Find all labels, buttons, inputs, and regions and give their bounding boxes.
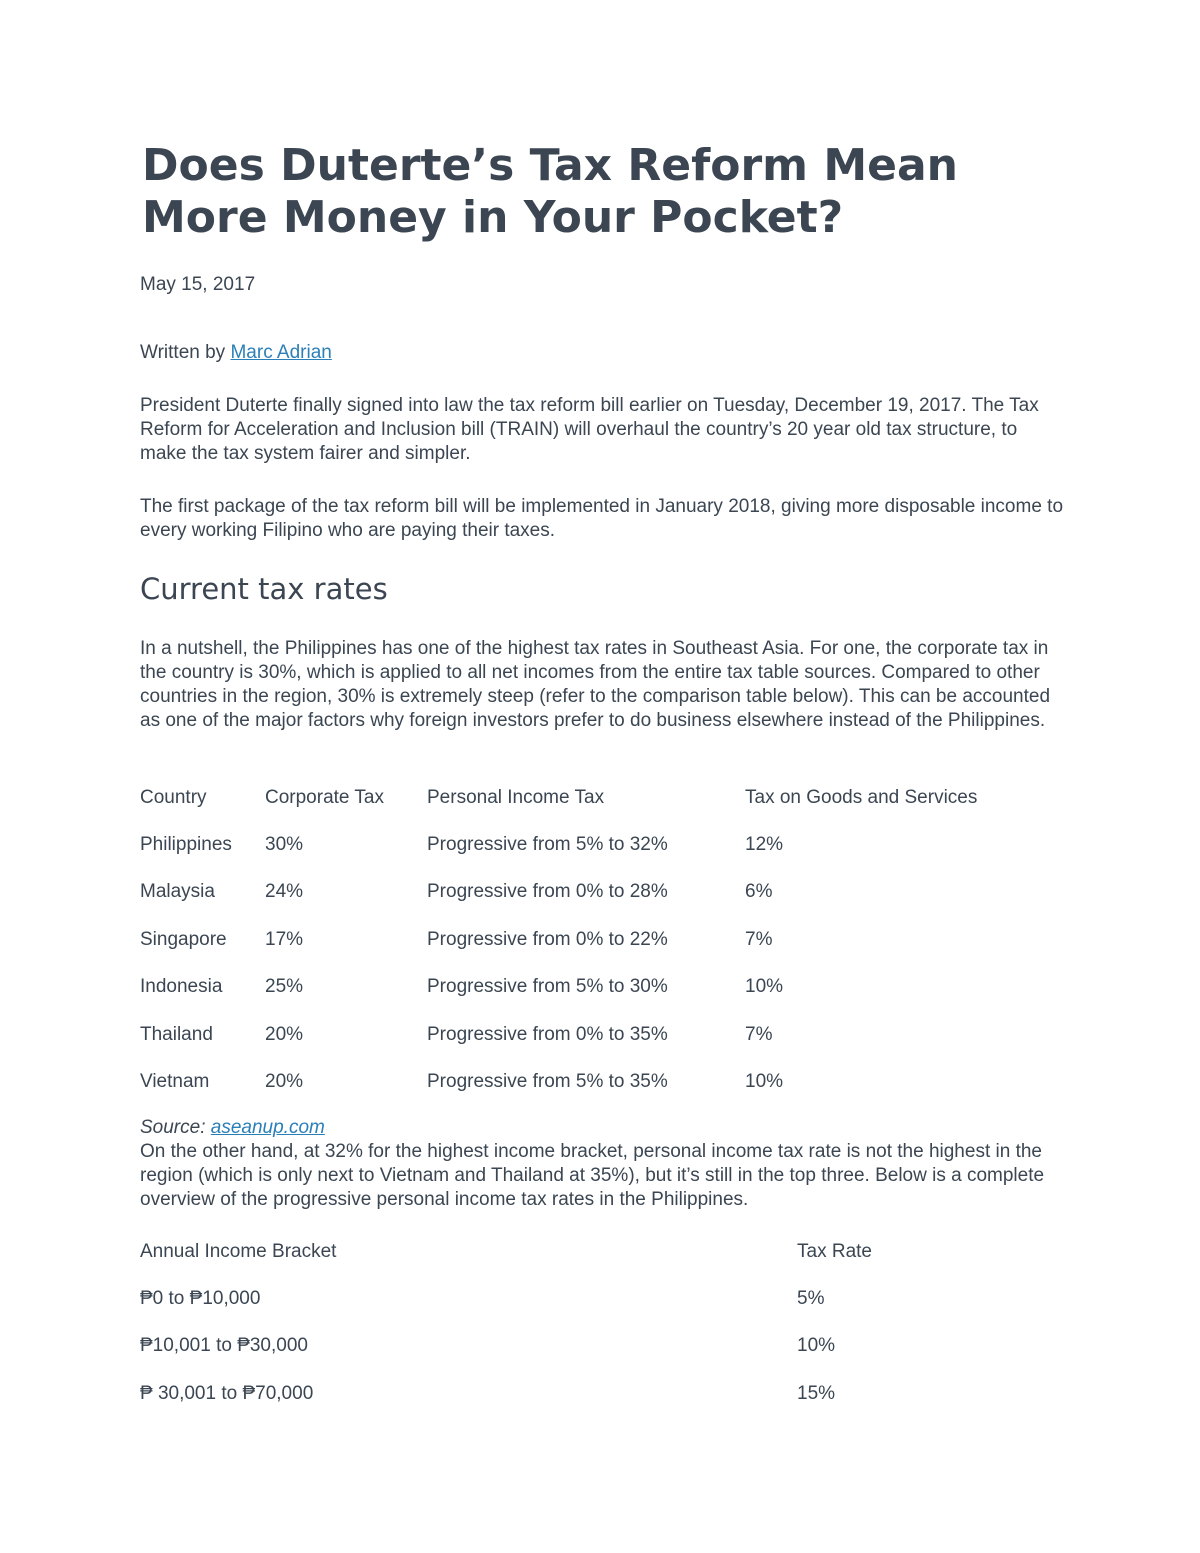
table-cell: 5% — [797, 1288, 825, 1310]
table-cell: 20% — [265, 1071, 304, 1093]
intro-paragraph-1: President Duterte finally signed into law the tax reform bill earlier on Tuesday, December 19, 2017. The Tax Reform for Acceleration and Inclusion bill (TRAIN) will overhaul the country’s 20 year old tax structure, to make the tax system fairer and simpler. — [140, 395, 1039, 464]
table-cell: 12% — [745, 834, 784, 856]
table-cell: Country — [140, 786, 207, 808]
intro-paragraph-2: The first package of the tax reform bill will be implemented in January 2018, giving more disposable income to every working Filipino who are paying their taxes. — [140, 496, 1064, 541]
comparison-row-header — [140, 774, 1045, 821]
section-heading: Current tax rates — [140, 572, 388, 606]
article-title — [142, 140, 1042, 244]
table-cell: 24% — [265, 881, 304, 903]
comparison-row — [140, 869, 1045, 916]
table-cell: Progressive from 0% to 22% — [427, 928, 668, 950]
source-link[interactable]: aseanup.com — [210, 1117, 325, 1138]
table-cell: ₱ 30,001 to ₱70,000 — [140, 1382, 314, 1404]
table-cell: Singapore — [140, 928, 227, 950]
table-cell: ₱0 to ₱10,000 — [140, 1288, 261, 1310]
table-cell: ₱10,001 to ₱30,000 — [140, 1335, 308, 1357]
table-cell: 10% — [745, 1071, 784, 1093]
table-cell: 17% — [265, 928, 304, 950]
table-cell: Progressive from 0% to 28% — [427, 881, 668, 903]
table-cell: Philippines — [140, 834, 232, 856]
comparison-row — [140, 916, 1045, 963]
table-cell: Progressive from 0% to 35% — [427, 1023, 668, 1045]
bracket-row — [140, 1323, 997, 1370]
table-cell: Progressive from 5% to 30% — [427, 976, 668, 998]
publish-date: May 15, 2017 — [140, 274, 256, 295]
byline — [140, 342, 332, 364]
section-paragraph-2: On the other hand, at 32% for the highest income bracket, personal income tax rate is not the highest in the region (which is only next to Vietnam and Thailand at 35%), but it’s still in the top three. Below is a complete overview of the progressive personal income tax rates in the Philippines. — [140, 1141, 1045, 1210]
bracket-row — [140, 1370, 997, 1417]
table-cell: Indonesia — [140, 976, 223, 998]
table-cell: 6% — [745, 881, 773, 903]
article-title-line-1: Does Duterte’s Tax Reform Mean — [142, 140, 958, 191]
comparison-row — [140, 1011, 1045, 1058]
table-cell: 7% — [745, 928, 773, 950]
comparison-row — [140, 821, 1045, 868]
table-cell: Corporate Tax — [265, 786, 384, 808]
comparison-row — [140, 1058, 1045, 1105]
table-cell: Thailand — [140, 1023, 213, 1045]
table-cell: 10% — [797, 1335, 836, 1357]
table-cell: Vietnam — [140, 1071, 210, 1093]
byline-prefix: Written by — [140, 342, 231, 363]
table-cell: 30% — [265, 834, 304, 856]
table-cell: Progressive from 5% to 32% — [427, 834, 668, 856]
table-cell: 7% — [745, 1023, 773, 1045]
table-cell: Progressive from 5% to 35% — [427, 1071, 668, 1093]
income-bracket-table — [140, 1228, 997, 1418]
article-title-line-2: More Money in Your Pocket? — [142, 192, 844, 243]
table-cell: 15% — [797, 1382, 836, 1404]
author-link[interactable]: Marc Adrian — [230, 342, 332, 363]
table-cell: Annual Income Bracket — [140, 1240, 337, 1262]
tax-comparison-table — [140, 774, 1045, 1106]
table-cell: 10% — [745, 976, 784, 998]
bracket-row-header — [140, 1228, 997, 1275]
table-cell: Personal Income Tax — [427, 786, 605, 808]
table-cell: 20% — [265, 1023, 304, 1045]
table-cell: Malaysia — [140, 881, 215, 903]
table-cell: Tax on Goods and Services — [745, 786, 978, 808]
source-line — [140, 1117, 325, 1139]
source-label: Source: — [140, 1117, 211, 1138]
table-cell: 25% — [265, 976, 304, 998]
section-paragraph-1: In a nutshell, the Philippines has one of the highest tax rates in Southeast Asia. For one, the corporate tax in the country is 30%, which is applied to all net incomes from the entire tax table sources. Compared to other countries in the region, 30% is extremely steep (refer to the comparison table below). This can be accounted as one of the major factors why foreign investors prefer to do business elsewhere instead of the Philippines. — [140, 638, 1051, 731]
comparison-row — [140, 964, 1045, 1011]
table-cell: Tax Rate — [797, 1240, 872, 1262]
bracket-row — [140, 1275, 997, 1322]
